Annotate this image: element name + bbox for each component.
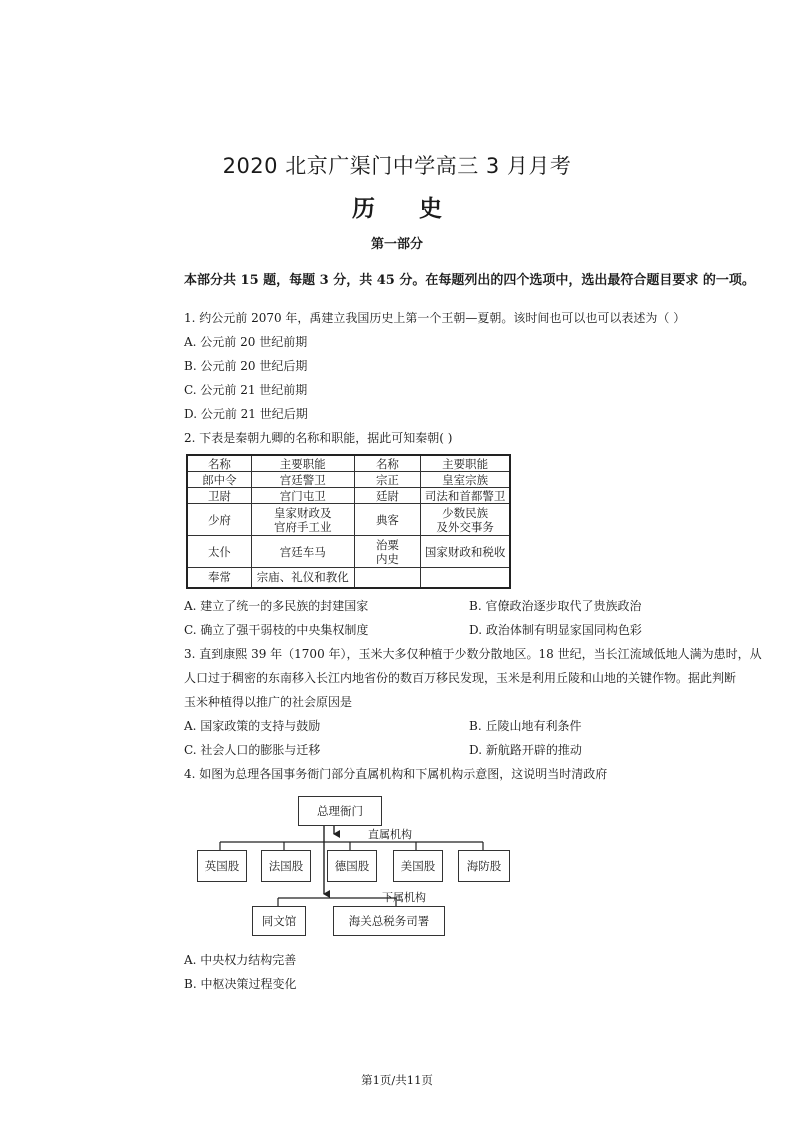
subject-char-2: 史 xyxy=(419,195,442,222)
instructions: 本部分共 15 题，每题 3 分，共 45 分。在每题列出的四个选项中，选出最符合题目要求 的一项。 xyxy=(184,273,755,288)
nine-ministers-table xyxy=(186,454,511,589)
subject-char-1: 历 xyxy=(352,195,375,222)
page-number: 第1页/共11页 xyxy=(361,1073,433,1087)
sub-agencies-label: 下属机构 xyxy=(382,891,426,904)
table-cell: 太仆 xyxy=(187,536,251,568)
q1-option-d: D. 公元前 21 世纪后期 xyxy=(184,407,308,421)
q2-option-b: B. 官僚政治逐步取代了贵族政治 xyxy=(469,599,642,613)
table-header-row xyxy=(187,455,510,472)
q1-option-c: C. 公元前 21 世纪前期 xyxy=(184,383,308,397)
table-cell: 宗庙、礼仪和教化 xyxy=(251,568,354,588)
q4-option-a: A. 中央权力结构完善 xyxy=(184,953,297,967)
table-cell: 郎中令 xyxy=(187,472,251,488)
table-cell: 廷尉 xyxy=(354,488,420,504)
q3-option-c: C. 社会人口的膨胀与迁移 xyxy=(184,743,321,757)
table-header: 名称 xyxy=(354,455,420,472)
table-cell: 宫廷车马 xyxy=(251,536,354,568)
direct-agency-box: 美国股 xyxy=(393,850,443,882)
direct-agency-box: 海防股 xyxy=(458,850,510,882)
q4-stem: 4. 如图为总理各国事务衙门部分直属机构和下属机构示意图，这说明当时清政府 xyxy=(184,767,608,781)
table-cell xyxy=(421,568,510,588)
table-row xyxy=(187,536,510,568)
direct-agency-box: 法国股 xyxy=(261,850,311,882)
table-cell: 宫门屯卫 xyxy=(251,488,354,504)
table-cell: 奉常 xyxy=(187,568,251,588)
q1-option-a: A. 公元前 20 世纪前期 xyxy=(184,335,308,349)
q3-option-d: D. 新航路开辟的推动 xyxy=(469,743,582,757)
table-header: 主要职能 xyxy=(421,455,510,472)
sub-agency-box: 同文馆 xyxy=(252,906,306,936)
subject-heading xyxy=(0,190,794,223)
table-cell: 皇家财政及 官府手工业 xyxy=(251,504,354,536)
q2-option-c: C. 确立了强干弱枝的中央集权制度 xyxy=(184,623,369,637)
q4-option-b: B. 中枢决策过程变化 xyxy=(184,977,297,991)
q3-stem-line-2: 人口过于稠密的东南移入长江内地省份的数百万移民发现，玉米是利用丘陵和山地的关键作物。据此判断 xyxy=(184,671,737,685)
table-cell: 皇室宗族 xyxy=(421,472,510,488)
part-heading: 第一部分 xyxy=(370,237,423,252)
table-cell: 宗正 xyxy=(354,472,420,488)
table-row xyxy=(187,472,510,488)
direct-agencies-label: 直属机构 xyxy=(368,828,412,841)
q3-stem-line-3: 玉米种植得以推广的社会原因是 xyxy=(184,695,353,709)
q3-option-a: A. 国家政策的支持与鼓励 xyxy=(184,719,321,733)
table-cell: 治粟 内史 xyxy=(354,536,420,568)
table-cell: 司法和首都警卫 xyxy=(421,488,510,504)
table-cell: 少数民族 及外交事务 xyxy=(421,504,510,536)
table-cell: 国家财政和税收 xyxy=(421,536,510,568)
direct-agency-box: 德国股 xyxy=(327,850,377,882)
table-cell: 宫廷警卫 xyxy=(251,472,354,488)
q1-option-b: B. 公元前 20 世纪后期 xyxy=(184,359,308,373)
q1-stem: 1. 约公元前 2070 年，禹建立我国历史上第一个王朝—夏朝。该时间也可以也可以表述为（ ） xyxy=(184,311,686,325)
q2-option-d: D. 政治体制有明显家国同构色彩 xyxy=(469,623,642,637)
zongli-yamen-diagram xyxy=(196,794,516,944)
table-row xyxy=(187,504,510,536)
table-cell: 少府 xyxy=(187,504,251,536)
table-row xyxy=(187,568,510,588)
table-header: 名称 xyxy=(187,455,251,472)
table-row xyxy=(187,488,510,504)
q3-option-b: B. 丘陵山地有利条件 xyxy=(469,719,582,733)
table-cell: 卫尉 xyxy=(187,488,251,504)
q2-option-a: A. 建立了统一的多民族的封建国家 xyxy=(184,599,369,613)
exam-title: 2020 北京广渠门中学高三 3 月月考 xyxy=(222,154,572,178)
table-cell xyxy=(354,568,420,588)
zongli-yamen-box: 总理衙门 xyxy=(298,796,382,826)
sub-agency-box: 海关总税务司署 xyxy=(333,906,445,936)
table-cell: 典客 xyxy=(354,504,420,536)
q3-stem-line-1: 3. 直到康熙 39 年（1700 年），玉米大多仅种植于少数分散地区。18 世纪，当长江流域低地人满为患时，从 xyxy=(184,647,762,661)
table-header: 主要职能 xyxy=(251,455,354,472)
direct-agency-box: 英国股 xyxy=(197,850,247,882)
q2-stem: 2. 下表是秦朝九卿的名称和职能，据此可知秦朝( ) xyxy=(184,431,453,445)
